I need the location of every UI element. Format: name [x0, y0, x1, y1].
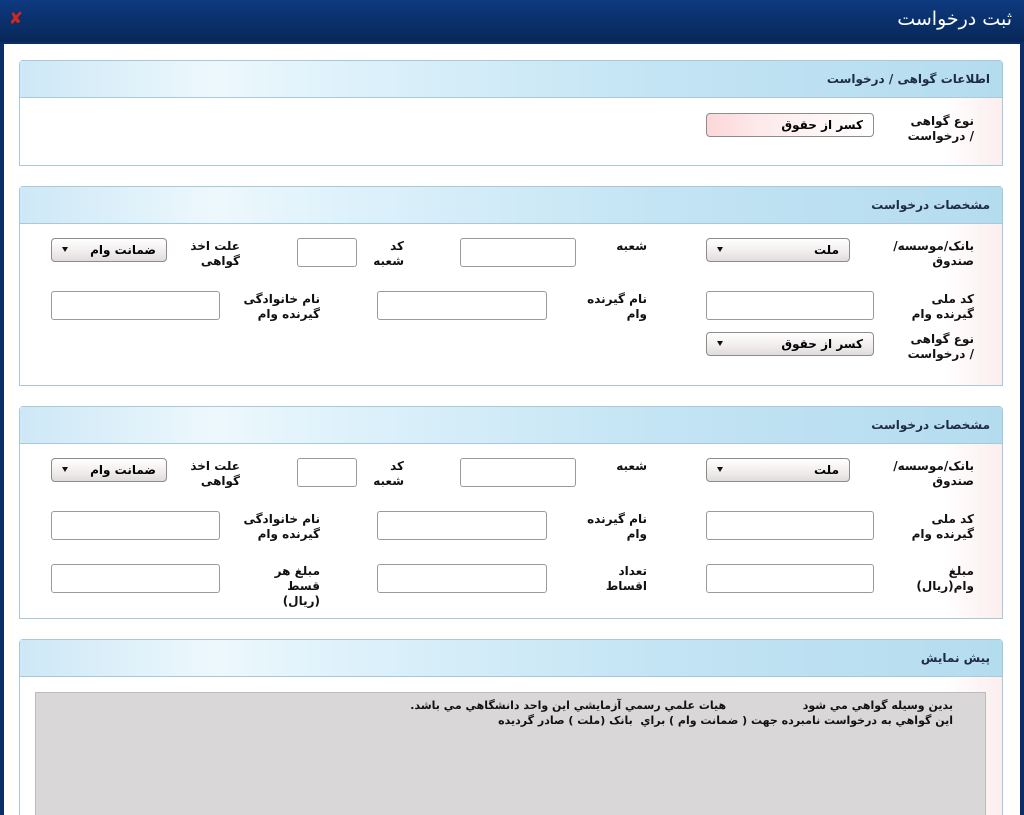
- reason-value: ضمانت وام: [90, 463, 156, 477]
- request-details-panel-1: [19, 186, 1003, 386]
- reason-select[interactable]: [51, 458, 167, 482]
- panel-header: [20, 61, 1002, 98]
- chevron-down-icon: [62, 247, 68, 252]
- preview-line: اين گواهي به درخواست نامبرده جهت ( ضمانت وام ) براي بانک (ملت ) صادر گرديده: [498, 714, 953, 727]
- family-name-input[interactable]: [51, 291, 220, 320]
- panel-title: مشخصات درخواست: [871, 198, 990, 212]
- panel-header: [20, 187, 1002, 224]
- loan-amount-input[interactable]: [706, 564, 874, 593]
- window-title: ثبت درخواست: [897, 8, 1012, 30]
- chevron-down-icon: [717, 247, 723, 252]
- close-icon[interactable]: ✘: [8, 9, 24, 29]
- branch-label: شعبه: [616, 459, 647, 473]
- first-name-label: نام گیرنده وام: [587, 292, 647, 321]
- branch-code-label: کد شعبه: [373, 459, 404, 488]
- window-titlebar: [0, 0, 1024, 42]
- family-name-label: نام خانوادگی گیرنده وام: [243, 292, 320, 321]
- branch-input[interactable]: [460, 238, 576, 267]
- panel-body: [20, 444, 1002, 618]
- family-name-label: نام خانوادگی گیرنده وام: [243, 512, 320, 541]
- branch-code-input[interactable]: [297, 458, 357, 487]
- bank-label: بانک/موسسه/صندوق: [893, 459, 974, 488]
- cert-type-value-2: کسر از حقوق: [781, 337, 863, 351]
- preview-line: بدين وسيله گواهي مي شود هيات علمي رسمي آزمايشي اين واحد دانشگاهي مي باشد.: [410, 699, 953, 712]
- certificate-info-panel: [19, 60, 1003, 166]
- installments-label: تعداد اقساط: [605, 564, 647, 593]
- bank-select[interactable]: [706, 458, 850, 482]
- panel-header: [20, 407, 1002, 444]
- panel-title: مشخصات درخواست: [871, 418, 990, 432]
- chevron-down-icon: [717, 467, 723, 472]
- preview-panel: [19, 639, 1003, 815]
- reason-label: علت اخذ گواهی: [190, 239, 240, 268]
- first-name-input[interactable]: [377, 511, 547, 540]
- bank-value: ملت: [813, 463, 839, 477]
- bank-select[interactable]: [706, 238, 850, 262]
- national-id-label: کد ملی گیرنده وام: [911, 292, 974, 321]
- panel-header: [20, 640, 1002, 677]
- loan-amount-label: مبلغ وام(ریال): [916, 564, 974, 593]
- chevron-down-icon: [717, 341, 723, 346]
- branch-code-label: کد شعبه: [373, 239, 404, 268]
- national-id-input[interactable]: [706, 511, 874, 540]
- bank-label: بانک/موسسه/صندوق: [893, 239, 974, 268]
- branch-code-input[interactable]: [297, 238, 357, 267]
- panel-body: [20, 98, 1002, 165]
- panel-body: [20, 677, 1002, 815]
- national-id-input[interactable]: [706, 291, 874, 320]
- main-content: [4, 44, 1020, 815]
- reason-label: علت اخذ گواهی: [190, 459, 240, 488]
- cert-type-label-2: نوع گواهی / درخواست: [907, 332, 974, 361]
- family-name-input[interactable]: [51, 511, 220, 540]
- first-name-label: نام گیرنده وام: [587, 512, 647, 541]
- preview-textarea[interactable]: [35, 692, 986, 815]
- cert-type-select-2[interactable]: [706, 332, 874, 356]
- panel-title: اطلاعات گواهی / درخواست: [826, 72, 990, 86]
- reason-select[interactable]: [51, 238, 167, 262]
- cert-type-label: نوع گواهی / درخواست: [907, 114, 974, 143]
- branch-input[interactable]: [460, 458, 576, 487]
- request-details-panel-2: [19, 406, 1003, 619]
- panel-title: پیش نمایش: [920, 651, 990, 665]
- national-id-label: کد ملی گیرنده وام: [911, 512, 974, 541]
- panel-body: [20, 224, 1002, 385]
- first-name-input[interactable]: [377, 291, 547, 320]
- cert-type-select[interactable]: [706, 113, 874, 137]
- installment-amount-input[interactable]: [51, 564, 220, 593]
- branch-label: شعبه: [616, 239, 647, 253]
- bank-value: ملت: [813, 243, 839, 257]
- cert-type-value: کسر از حقوق: [781, 118, 863, 132]
- installments-input[interactable]: [377, 564, 547, 593]
- reason-value: ضمانت وام: [90, 243, 156, 257]
- installment-amount-label: مبلغ هر قسط (ریال): [274, 564, 320, 608]
- chevron-down-icon: [62, 467, 68, 472]
